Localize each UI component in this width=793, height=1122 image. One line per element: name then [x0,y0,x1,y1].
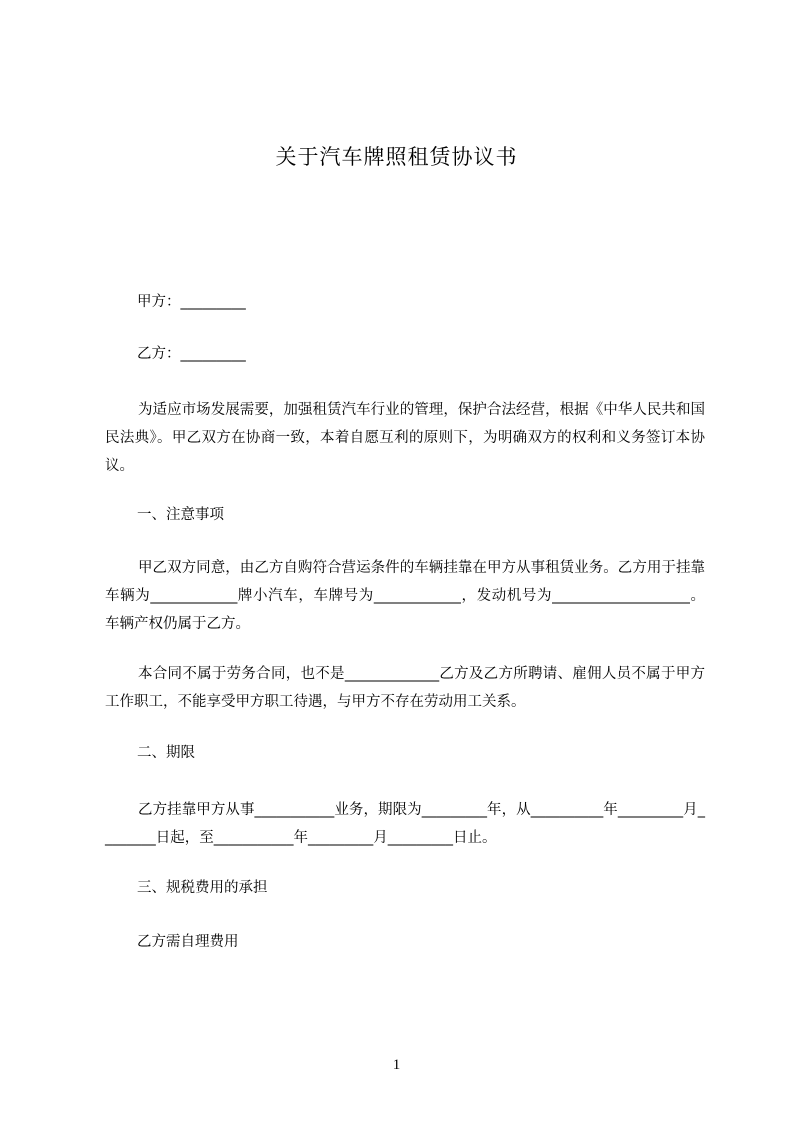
document-title: 关于汽车牌照租赁协议书 [275,145,518,169]
section-3-paragraph-1: 乙方需自理费用 [137,934,239,950]
section-2-heading: 二、期限 [137,745,195,761]
page-number: 1 [392,1057,401,1073]
party-a-line: 甲方：_________ [137,294,246,310]
section-1-heading: 一、注意事项 [137,507,224,523]
section-2-paragraph-1: 乙方挂靠甲方从事___________业务，期限为_________年，从__________年_________月________日起，至___________年_________月_________日止。 [105,802,705,846]
section-3-heading: 三、规税费用的承担 [137,880,268,896]
section-1-paragraph-2: 本合同不属于劳务合同，也不是_____________乙方及乙方所聘请、雇佣人员不属于甲方工作职工，不能享受甲方职工待遇，与甲方不存在劳动用工关系。 [105,666,705,710]
section-1-paragraph-1: 甲乙双方同意，由乙方自购符合营运条件的车辆挂靠在甲方从事租赁业务。乙方用于挂靠车辆为____________牌小汽车，车牌号为____________，发动机号为___________________。车辆产权仍属于乙方。 [105,560,705,632]
party-b-line: 乙方：_________ [137,346,246,362]
intro-paragraph: 为适应市场发展需要，加强租赁汽车行业的管理，保护合法经营，根据《中华人民共和国民法典》。甲乙双方在协商一致，本着自愿互利的原则下，为明确双方的权利和义务签订本协议。 [105,402,705,474]
